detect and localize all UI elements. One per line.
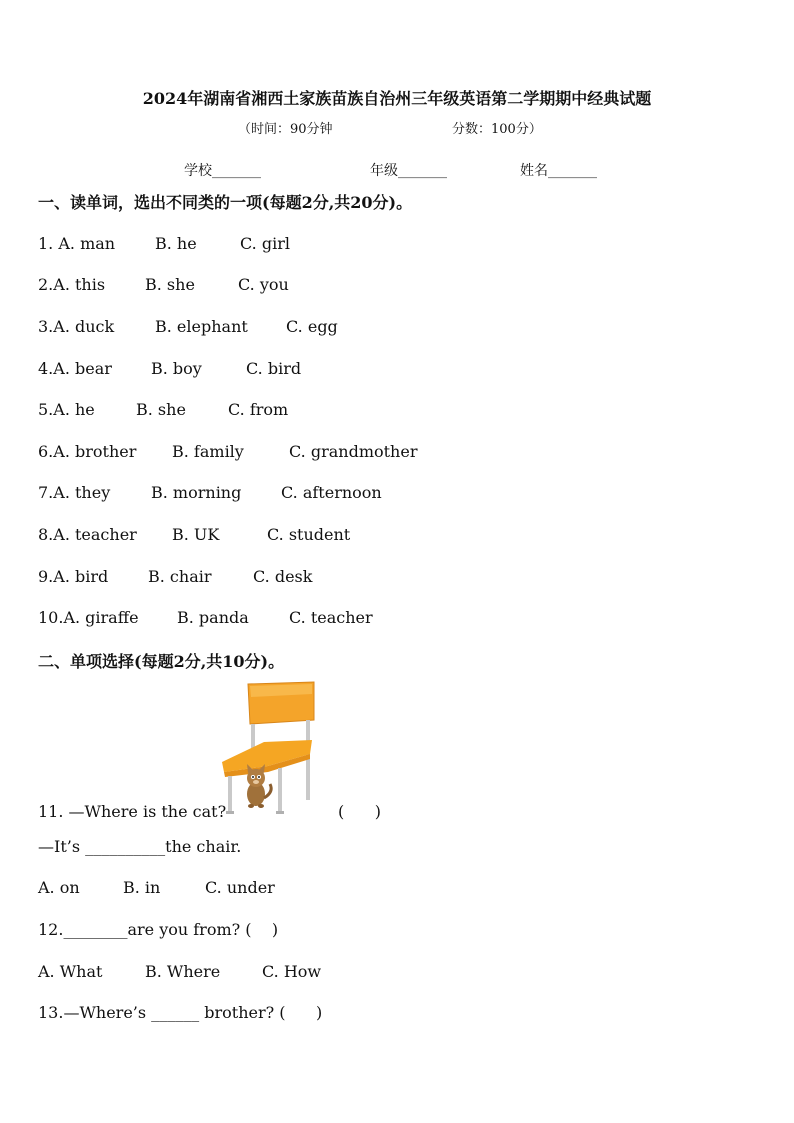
question-8-c: C. student	[267, 525, 351, 544]
question-5-b: B. she	[136, 400, 186, 419]
section-1-heading: 一、读单词，选出不同类的一项(每题2分,共20分)。	[38, 193, 413, 212]
question-1-c: C. girl	[240, 234, 290, 253]
question-11-prompt: 11. —Where is the cat?	[38, 802, 227, 821]
section-2-heading: 二、单项选择(每题2分,共10分)。	[38, 652, 285, 671]
question-10-c: C. teacher	[289, 608, 373, 627]
question-9-a: 9.A. bird	[38, 567, 109, 586]
question-2-c: C. you	[238, 275, 289, 294]
question-3-c: C. egg	[286, 317, 338, 336]
question-3-a: 3.A. duck	[38, 317, 115, 336]
question-12-option-c: C. How	[262, 962, 322, 981]
question-5-a: 5.A. he	[38, 400, 95, 419]
question-5-c: C. from	[228, 400, 289, 419]
question-6-a: 6.A. brother	[38, 442, 137, 461]
question-4-b: B. boy	[151, 359, 202, 378]
question-7-b: B. morning	[151, 483, 242, 502]
question-11-option-a: A. on	[38, 878, 80, 897]
question-7-a: 7.A. they	[38, 483, 111, 502]
question-12-option-b: B. Where	[145, 962, 221, 981]
name-field: 姓名_______	[520, 163, 597, 179]
question-3-b: B. elephant	[155, 317, 248, 336]
exam-time: （时间：90分钟	[238, 122, 333, 137]
question-10-a: 10.A. giraffe	[38, 608, 139, 627]
school-field: 学校_______	[184, 163, 261, 179]
question-6-b: B. family	[172, 442, 244, 461]
question-4-a: 4.A. bear	[38, 359, 112, 378]
question-1-b: B. he	[155, 234, 197, 253]
question-8-a: 8.A. teacher	[38, 525, 137, 544]
question-4-c: C. bird	[246, 359, 302, 378]
question-10-b: B. panda	[177, 608, 249, 627]
exam-score: 分数：100分）	[452, 122, 542, 137]
question-9-b: B. chair	[148, 567, 212, 586]
question-11-answer-paren: ( )	[338, 802, 381, 821]
question-12-option-a: A. What	[38, 962, 103, 981]
question-6-c: C. grandmother	[289, 442, 418, 461]
question-2-b: B. she	[145, 275, 195, 294]
question-8-b: B. UK	[172, 525, 220, 544]
question-11-line2: —It’s __________the chair.	[38, 837, 242, 856]
question-12-prompt: 12.________are you from? ( )	[38, 920, 279, 939]
question-11-option-b: B. in	[123, 878, 161, 897]
question-9-c: C. desk	[253, 567, 313, 586]
chair-cat-illustration	[220, 680, 320, 815]
question-11-option-c: C. under	[205, 878, 275, 897]
grade-field: 年级_______	[370, 163, 447, 179]
question-13-prompt: 13.—Where’s ______ brother? ( )	[38, 1003, 323, 1022]
question-2-a: 2.A. this	[38, 275, 106, 294]
question-1-a: 1. A. man	[38, 234, 116, 253]
question-7-c: C. afternoon	[281, 483, 382, 502]
page-title: 2024年湖南省湘西土家族苗族自治州三年级英语第二学期期中经典试题	[142, 89, 652, 108]
